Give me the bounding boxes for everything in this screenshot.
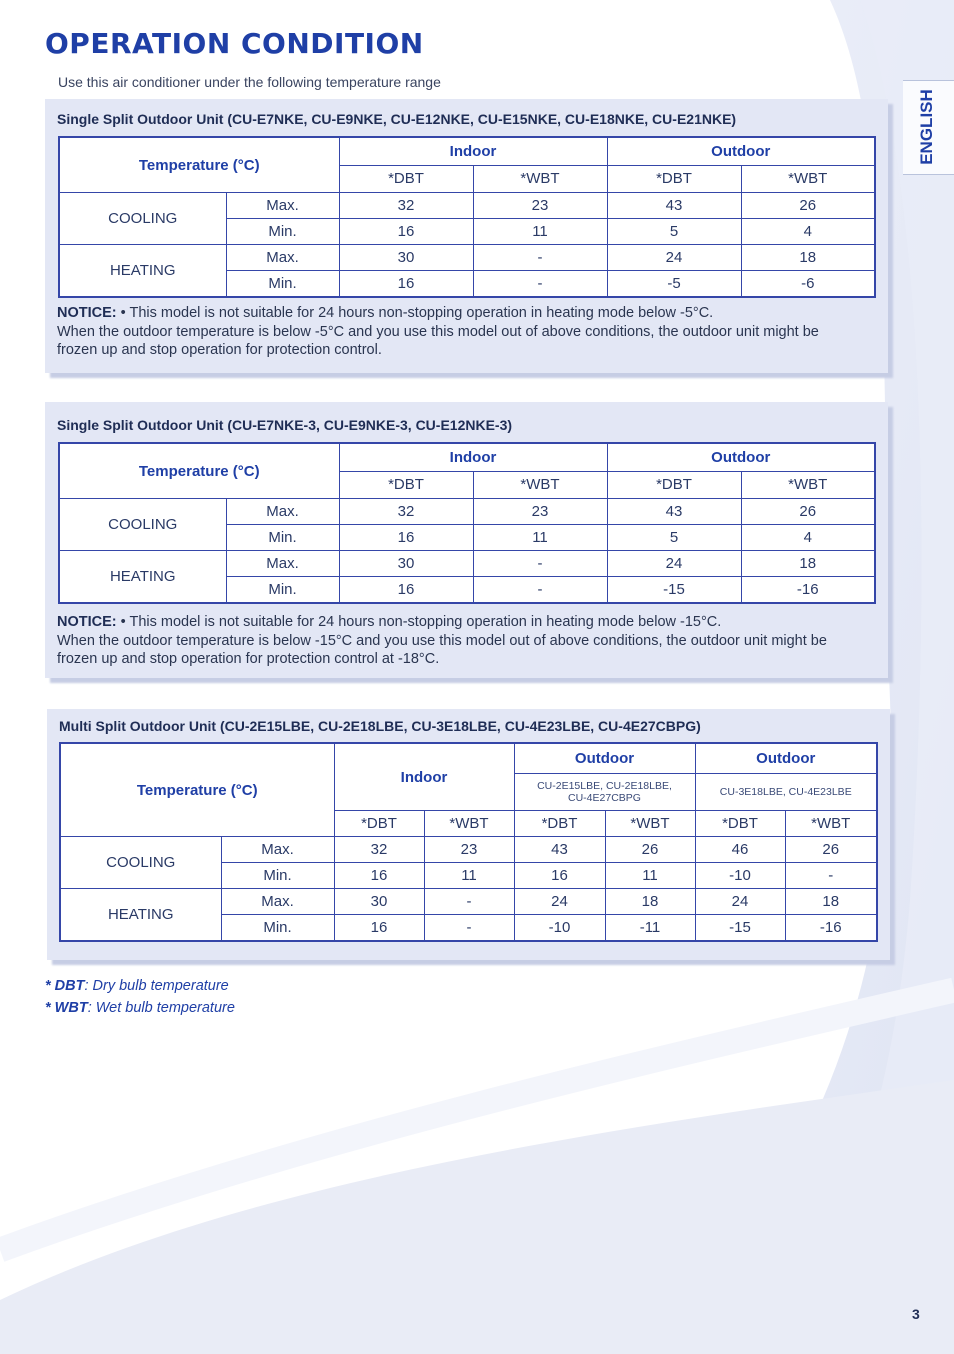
indoor-header: Indoor [339,137,607,165]
table-row [59,551,875,577]
indoor-header: Indoor [339,443,607,471]
cell: 32 [339,193,473,219]
cell: 43 [607,499,741,525]
min-label: Min. [226,219,339,245]
cell: 11 [424,863,514,889]
cell: 11 [473,525,607,551]
table-row [59,499,875,525]
cell: 5 [607,525,741,551]
heating-label: HEATING [60,889,221,942]
min-label: Min. [221,863,334,889]
cell: 16 [339,525,473,551]
cell: 32 [339,499,473,525]
cell: 11 [473,219,607,245]
cell: - [424,889,514,915]
dbt-header: *DBT [339,471,473,499]
min-label: Min. [226,525,339,551]
cell: 43 [607,193,741,219]
legend-wbt-abbr: * WBT [45,1000,88,1016]
table-row [59,245,875,271]
cell: 32 [334,837,424,863]
panel-multi-split [47,709,890,960]
table-title: Multi Split Outdoor Unit (CU-2E15LBE, CU-2E18LBE, CU-3E18LBE, CU-4E23LBE, CU-4E27CBPG) [59,718,701,734]
table-row [60,837,877,863]
cell: 26 [605,837,695,863]
outdoor-header: Outdoor [607,137,875,165]
table-row [60,889,877,915]
outdoor-header: Outdoor [514,743,695,774]
wbt-header: *WBT [785,811,877,837]
cell: -15 [695,915,785,942]
cell: 24 [514,889,605,915]
cell: - [473,245,607,271]
cell: 24 [607,551,741,577]
cell: 16 [514,863,605,889]
language-tab [903,80,954,175]
cell: 30 [334,889,424,915]
cell: - [473,271,607,298]
language-tab-label: ENGLISH [917,89,936,165]
cell: 26 [785,837,877,863]
dbt-header: *DBT [339,165,473,193]
notice [57,613,827,669]
notice-line: When the outdoor temperature is below -5°C and you use this model out of above conditions, the outdoor unit might be [57,323,819,340]
max-label: Max. [226,551,339,577]
temperature-header: Temperature (°C) [59,443,339,499]
cell: 23 [424,837,514,863]
cell: 26 [741,193,875,219]
cell: 18 [741,245,875,271]
cell: 11 [605,863,695,889]
panel-single-split-1 [45,99,888,373]
cell: -16 [785,915,877,942]
notice-label: NOTICE: [57,305,117,321]
notice-line: • This model is not suitable for 24 hours non-stopping operation in heating mode below -15°C. [120,614,722,630]
cell: 18 [741,551,875,577]
cell: -5 [607,271,741,298]
cell: 24 [607,245,741,271]
notice-line: • This model is not suitable for 24 hours non-stopping operation in heating mode below -5°C. [120,305,714,321]
cell: 18 [605,889,695,915]
legend-dbt-text: : Dry bulb temperature [84,978,229,994]
cell: - [785,863,877,889]
notice [57,304,819,360]
legend-dbt-abbr: * DBT [45,978,85,994]
cell: -6 [741,271,875,298]
temperature-table [59,742,878,942]
cell: 24 [695,889,785,915]
cell: 26 [741,499,875,525]
dbt-header: *DBT [695,811,785,837]
cell: 23 [473,499,607,525]
cell: - [473,551,607,577]
dbt-header: *DBT [334,811,424,837]
cell: -10 [514,915,605,942]
wbt-header: *WBT [473,165,607,193]
notice-label: NOTICE: [57,614,117,630]
temperature-table [58,136,876,298]
dbt-header: *DBT [514,811,605,837]
legend-dbt [45,978,229,994]
cell: 43 [514,837,605,863]
wbt-header: *WBT [424,811,514,837]
outdoor-models-a: CU-2E15LBE, CU-2E18LBE, CU-4E27CBPG [514,774,695,811]
wbt-header: *WBT [605,811,695,837]
cooling-label: COOLING [60,837,221,889]
max-label: Max. [226,499,339,525]
intro-text: Use this air conditioner under the following temperature range [58,74,441,90]
table-title: Single Split Outdoor Unit (CU-E7NKE-3, CU-E9NKE-3, CU-E12NKE-3) [57,417,513,433]
indoor-header: Indoor [334,743,514,811]
table-row [59,193,875,219]
outdoor-header: Outdoor [695,743,877,774]
wbt-header: *WBT [741,471,875,499]
min-label: Min. [226,577,339,604]
cell: 30 [339,245,473,271]
cell: 23 [473,193,607,219]
legend-wbt-text: : Wet bulb temperature [87,1000,235,1016]
notice-line: frozen up and stop operation for protection control at -18°C. [57,651,440,667]
cell: 16 [339,219,473,245]
cell: 46 [695,837,785,863]
notice-line: When the outdoor temperature is below -15°C and you use this model out of above conditions, the outdoor unit might be [57,632,827,649]
min-label: Min. [226,271,339,298]
panel-single-split-2 [45,402,888,678]
heating-label: HEATING [59,551,226,604]
page-title: OPERATION CONDITION [45,27,424,60]
dbt-header: *DBT [607,471,741,499]
cell: 18 [785,889,877,915]
temperature-header: Temperature (°C) [60,743,334,837]
cell: -10 [695,863,785,889]
cell: 4 [741,525,875,551]
outdoor-header: Outdoor [607,443,875,471]
cell: -11 [605,915,695,942]
cell: -15 [607,577,741,604]
dbt-header: *DBT [607,165,741,193]
max-label: Max. [221,837,334,863]
temperature-table [58,442,876,604]
cooling-label: COOLING [59,193,226,245]
cell: 5 [607,219,741,245]
cell: 16 [334,863,424,889]
page-number: 3 [912,1306,920,1322]
cell: -16 [741,577,875,604]
max-label: Max. [221,889,334,915]
legend-wbt [45,1000,235,1016]
max-label: Max. [226,245,339,271]
cell: 16 [339,577,473,604]
notice-line: frozen up and stop operation for protection control. [57,342,382,358]
cell: 16 [334,915,424,942]
cooling-label: COOLING [59,499,226,551]
temperature-header: Temperature (°C) [59,137,339,193]
cell: 30 [339,551,473,577]
heating-label: HEATING [59,245,226,298]
min-label: Min. [221,915,334,942]
wbt-header: *WBT [741,165,875,193]
cell: 16 [339,271,473,298]
cell: 4 [741,219,875,245]
table-title: Single Split Outdoor Unit (CU-E7NKE, CU-E9NKE, CU-E12NKE, CU-E15NKE, CU-E18NKE, CU-E21NKE) [57,111,737,127]
outdoor-models-b: CU-3E18LBE, CU-4E23LBE [695,774,877,811]
cell: - [473,577,607,604]
max-label: Max. [226,193,339,219]
wbt-header: *WBT [473,471,607,499]
cell: - [424,915,514,942]
